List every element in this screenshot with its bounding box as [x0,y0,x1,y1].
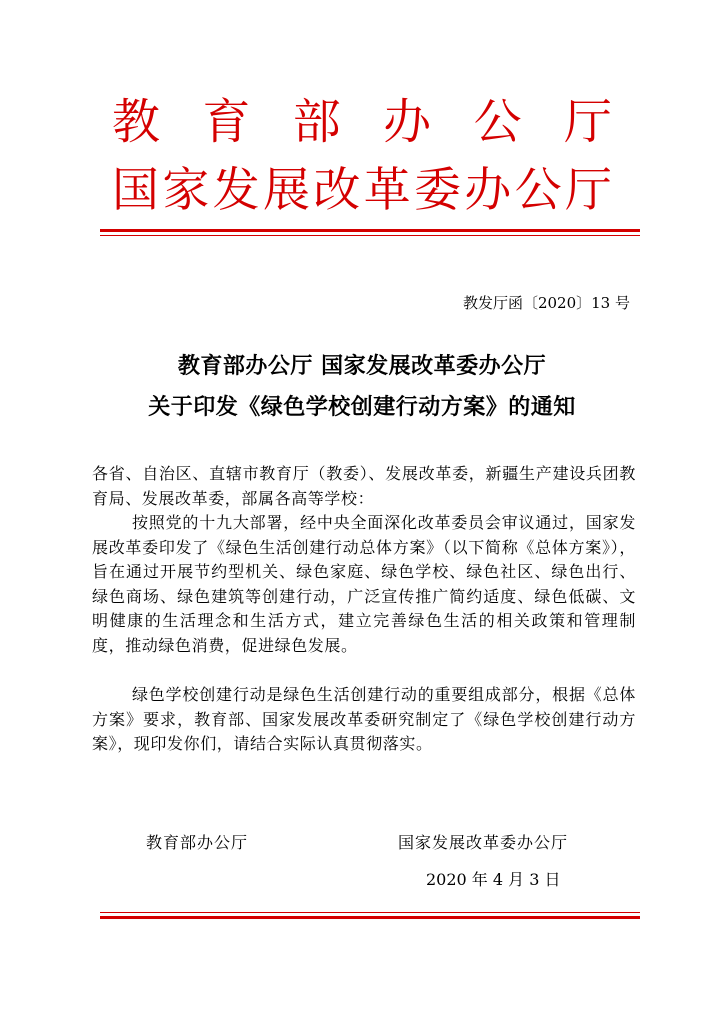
agency-char: 家 [162,163,210,218]
issuing-agency-ndrc [112,163,612,219]
footer-red-rule-thin [100,912,640,913]
issuing-agency-moe [112,94,612,150]
agency-char: 教 [112,94,161,150]
signer-moe-office: 教育部办公厅 [146,833,249,852]
issue-date: 2020 年 4 月 3 日 [426,870,561,889]
agency-char: 厅 [563,94,612,150]
agency-char: 育 [202,94,251,150]
agency-char: 展 [262,163,310,218]
agency-char: 办 [464,163,512,218]
agency-char: 发 [212,163,260,218]
document-title-line-2: 关于印发《绿色学校创建行动方案》的通知 [148,394,576,420]
agency-char: 办 [383,94,432,150]
salutation: 各省、自治区、直辖市教育厅（教委）、发展改革委，新疆生产建设兵团教育局、发展改革委，部属各高等学校： [92,464,636,508]
agency-char: 公 [514,163,562,218]
agency-char: 厅 [564,163,612,218]
agency-char: 公 [473,94,522,150]
agency-char: 委 [413,163,461,218]
signer-ndrc-office: 国家发展改革委办公厅 [398,833,569,852]
document-number: 教发厅函〔2020〕13 号 [462,294,630,312]
body-paragraph-2: 绿色学校创建行动是绿色生活创建行动的重要组成部分，根据《总体方案》要求，教育部、国家发展改革委研究制定了《绿色学校创建行动方案》，现印发你们，请结合实际认真贯彻落实。 [92,685,636,753]
header-red-rule-thick [100,229,640,232]
header-red-rule-thin [100,235,640,236]
agency-char: 革 [363,163,411,218]
document-title-line-1: 教育部办公厅 国家发展改革委办公厅 [177,353,547,379]
agency-char: 改 [313,163,361,218]
agency-char: 国 [112,163,159,218]
footer-red-rule-thick [100,916,640,919]
body-paragraph-1: 按照党的十九大部署，经中央全面深化改革委员会审议通过，国家发展改革委印发了《绿色生活创建行动总体方案》（以下简称《总体方案》），旨在通过开展节约型机关、绿色家庭、绿色学校、绿色社区、绿色出行、绿色商场、绿色建筑等创建行动，广泛宣传推广简约适度、绿色低碳、文明健康的生活理念和生活方式，建立完善绿色生活的相关政策和管理制度，推动绿色消费，促进绿色发展。 [92,513,636,655]
agency-char: 部 [292,94,341,150]
